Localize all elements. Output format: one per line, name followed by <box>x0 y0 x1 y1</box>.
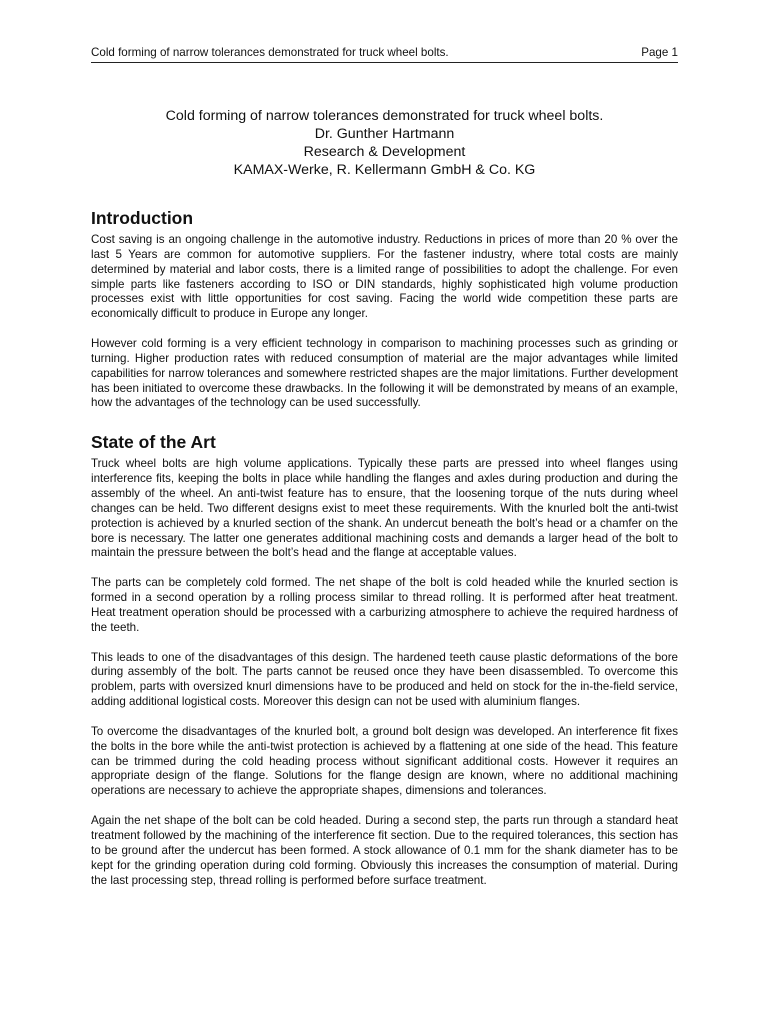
running-header <box>91 45 678 63</box>
paragraph: Truck wheel bolts are high volume applications. Typically these parts are pressed into wheel flanges using interference fits, keeping the bolts in place while handling the flanges and axles during production and during the assembly of the wheel. An anti-twist feature has to ensure, that the loosening torque of the nuts during wheel changes can be held. Two different designs exist to meet these requirements. With the knurled bolt the anti-twist protection is achieved by a knurled section of the shank. An undercut beneath the bolt’s head or a chamfer on the bore is necessary. The latter one generates additional machining costs and demands a larger head of the bolt to maintain the pressure between the bolt’s head and the flange at acceptable values. <box>91 457 678 560</box>
author-name: Dr. Gunther Hartmann <box>314 126 455 142</box>
page-number: Page 1 <box>641 46 678 59</box>
paragraph: To overcome the disadvantages of the knurled bolt, a ground bolt design was developed. An interference fit fixes the bolts in the bore while the anti-twist protection is achieved by a flattening at one side of the head. This feature can be trimmed during the cold heading process without significant additional costs. However it requires an appropriate design of the flange. Solutions for the flange design are known, where no additional machining operations are necessary to achieve the appropriate shapes, dimensions and tolerances. <box>91 724 678 798</box>
document-title: Cold forming of narrow tolerances demonstrated for truck wheel bolts. <box>165 108 604 124</box>
title-block <box>91 107 678 179</box>
paragraph: The parts can be completely cold formed. The net shape of the bolt is cold headed while the knurled section is formed in a second operation by a rolling process similar to thread rolling. It is performed after heat treatment. Heat treatment operation should be processed with a carburizing atmosphere to achieve the required hardness of the teeth. <box>91 576 678 634</box>
department: Research & Development <box>303 144 466 160</box>
document-body <box>91 207 678 903</box>
running-title: Cold forming of narrow tolerances demonstrated for truck wheel bolts. <box>91 46 449 59</box>
paragraph: Cost saving is an ongoing challenge in the automotive industry. Reductions in prices of more than 20 % over the last 5 Years are common for automotive suppliers. For the fastener industry, where total costs are mainly determined by material and labor costs, there is a limited range of possibilities to adopt the challenge. For even simple parts like fasteners according to ISO or DIN standards, highly sophisticated high volume production processes exist with little opportunities for cost saving. Facing the world wide competition these parts are economically difficult to produce in Europe any longer. <box>91 233 678 321</box>
paragraph: However cold forming is a very efficient technology in comparison to machining processes such as grinding or turning. Higher production rates with reduced consumption of material are the major advantages while limited capabilities for narrow tolerances and somewhere restricted shapes are the major limitations. Further development has been initiated to overcome these drawbacks. In the following it will be demonstrated by means of an example, how the advantages of the technology can be used successfully. <box>91 337 678 410</box>
section-heading-state-of-the-art: State of the Art <box>91 432 216 453</box>
paragraph: Again the net shape of the bolt can be cold headed. During a second step, the parts run through a standard heat treatment followed by the machining of the interference fit section. Due to the required tolerances, this section has to be ground after the undercut has been formed. A stock allowance of 0.1 mm for the shank diameter has to be kept for the grinding operation during cold forming. Obviously this increases the consumption of material. During the last processing step, thread rolling is performed before surface treatment. <box>91 814 678 887</box>
section-heading-introduction: Introduction <box>91 208 194 228</box>
paragraph: This leads to one of the disadvantages of this design. The hardened teeth cause plastic deformations of the bore during assembly of the bolt. The parts cannot be reused once they have been disassembled. To overcome this problem, parts with oversized knurl dimensions have to be produced and held on stock for the in-the-field service, adding additional logistical costs. Moreover this design can not be used with aluminium flanges. <box>91 650 678 709</box>
company-name: KAMAX-Werke, R. Kellermann GmbH & Co. KG <box>233 162 536 178</box>
